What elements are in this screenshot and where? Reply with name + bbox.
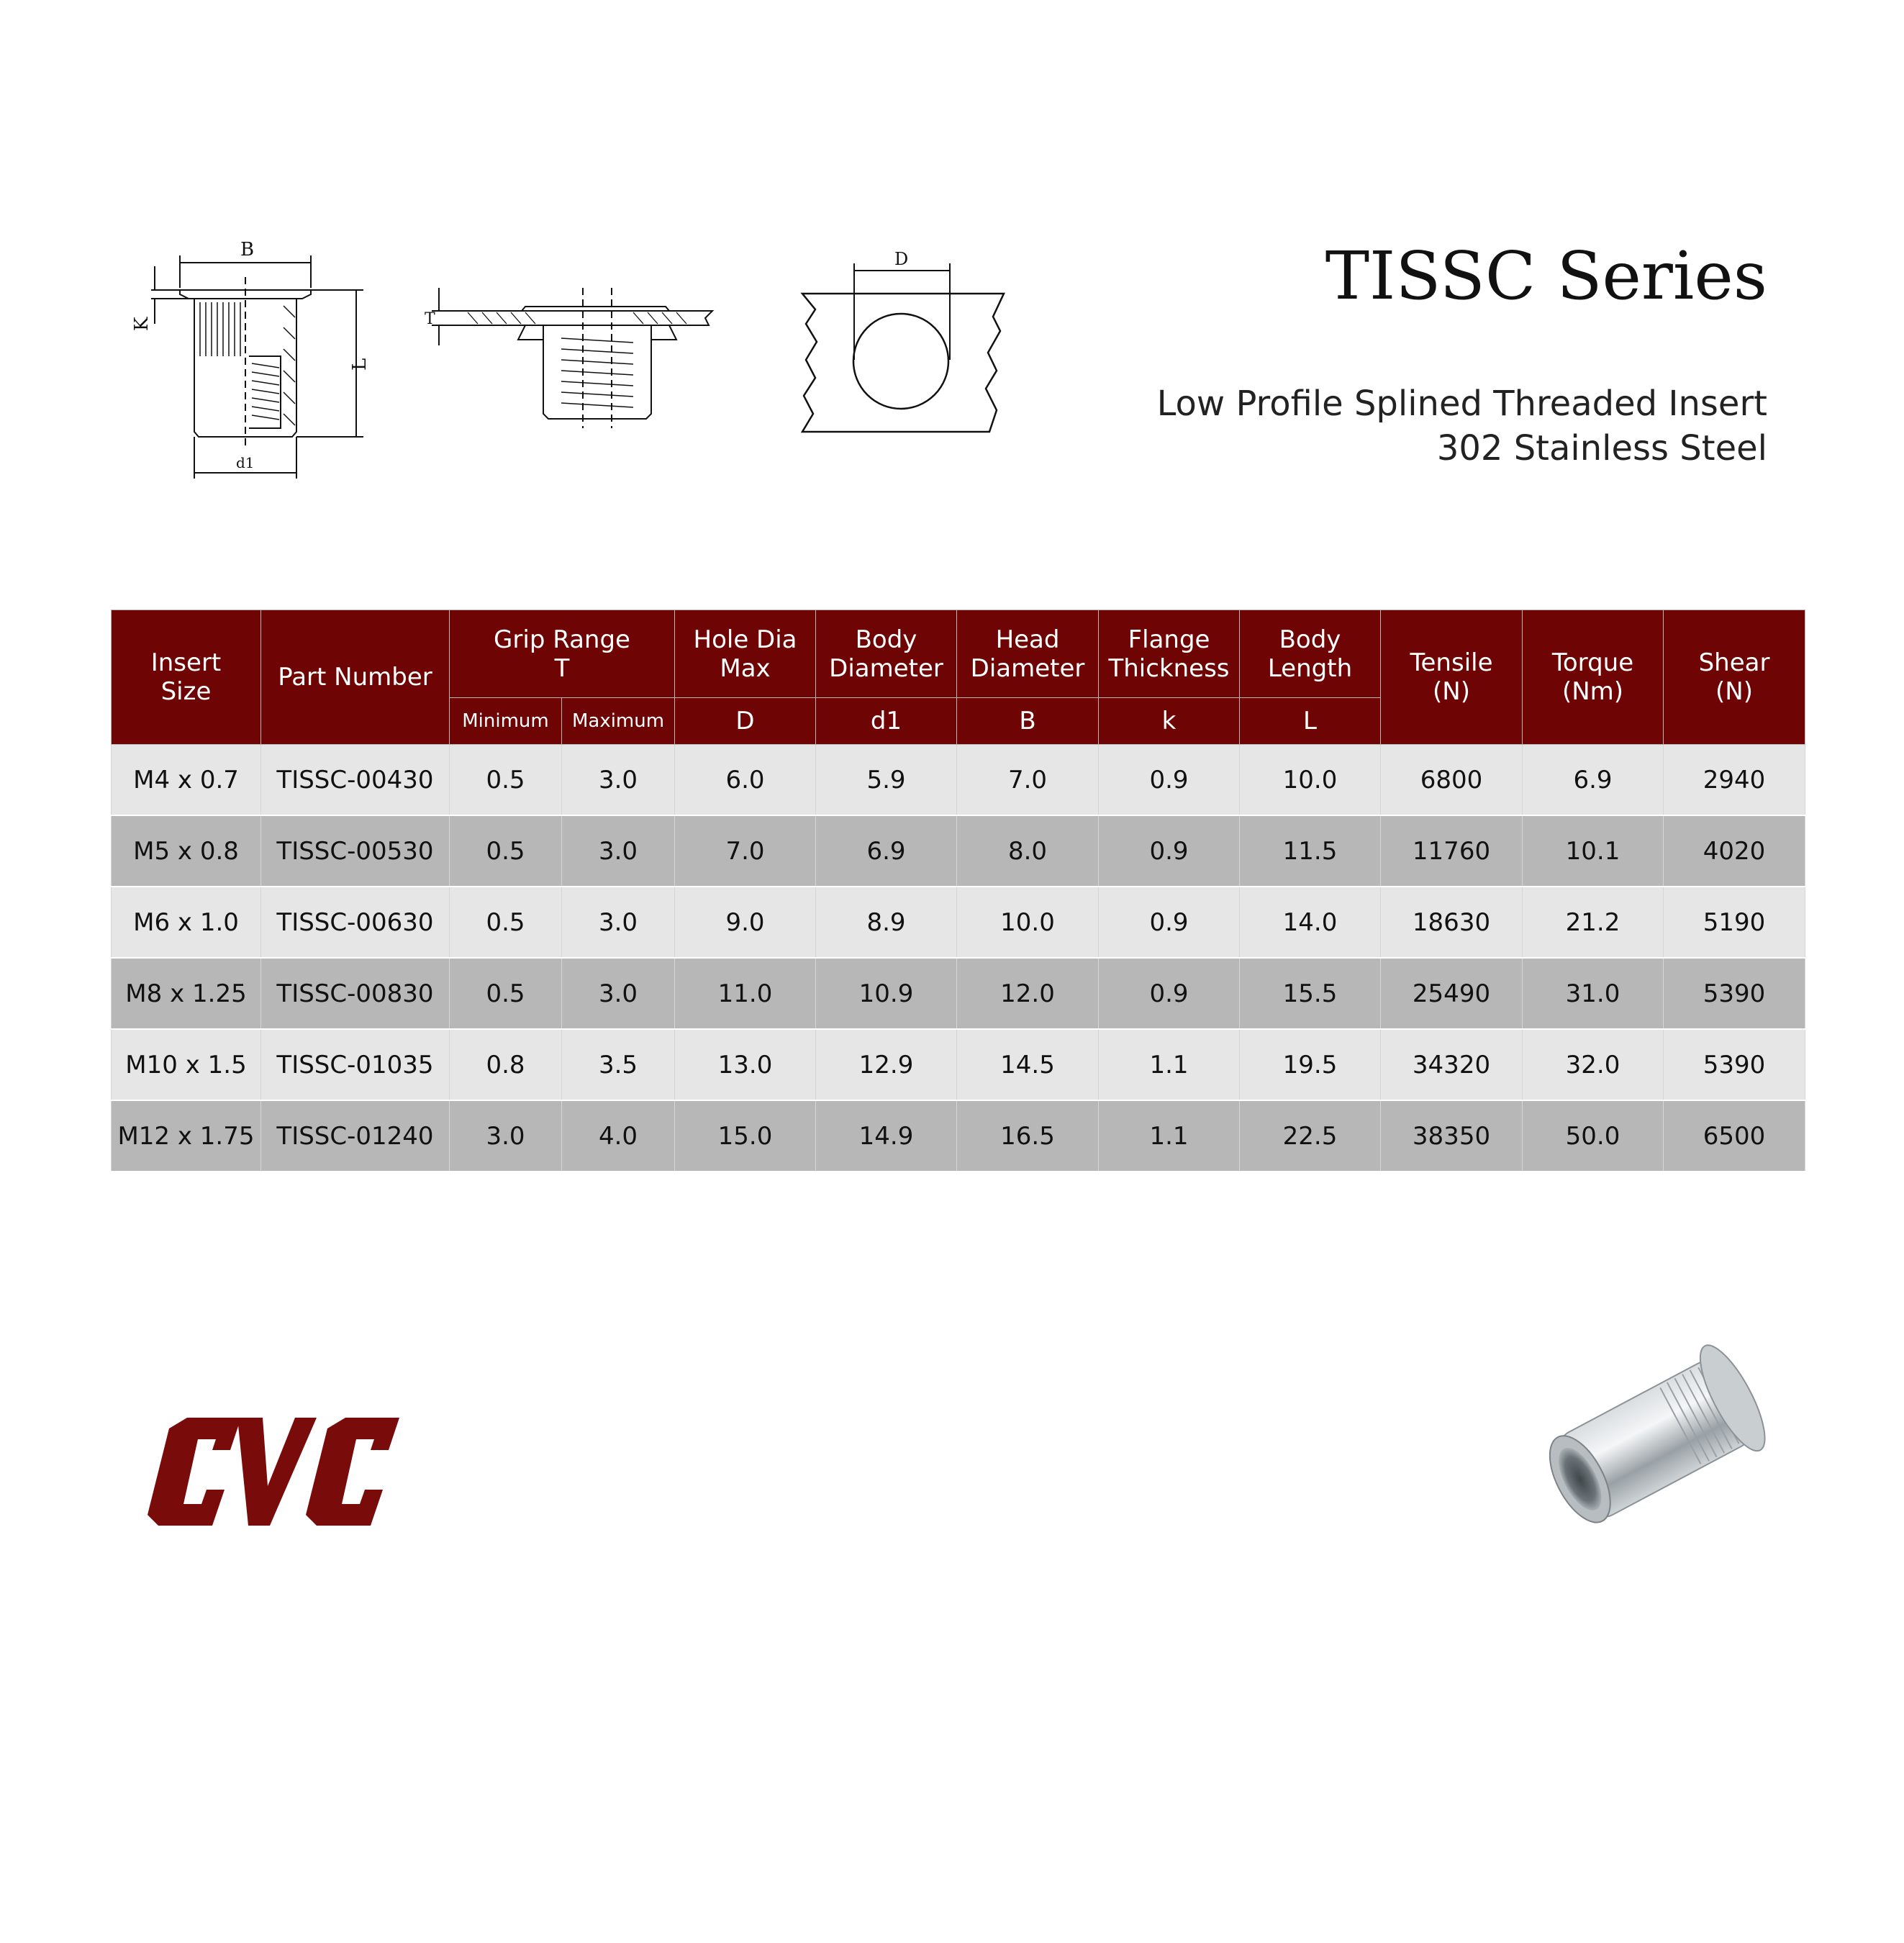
cell-insert-size: M8 x 1.25 — [112, 958, 261, 1029]
cell-head-diameter: 12.0 — [957, 958, 1099, 1029]
cell-hole-dia: 9.0 — [675, 887, 816, 958]
cell-shear: 5190 — [1664, 887, 1805, 958]
cell-body-length: 22.5 — [1240, 1100, 1381, 1172]
cell-grip-max: 3.0 — [562, 958, 675, 1029]
spec-table — [111, 610, 1805, 1172]
cell-body-diameter: 5.9 — [816, 745, 957, 816]
cell-insert-size: M10 x 1.5 — [112, 1029, 261, 1100]
cell-torque: 32.0 — [1523, 1029, 1664, 1100]
cell-tensile: 11760 — [1381, 815, 1523, 887]
table-row — [112, 745, 1805, 816]
installed-insert-drawing — [417, 273, 720, 432]
cell-grip-max: 3.0 — [562, 815, 675, 887]
cell-body-diameter: 14.9 — [816, 1100, 957, 1172]
cell-torque: 31.0 — [1523, 958, 1664, 1029]
cell-head-diameter: 7.0 — [957, 745, 1099, 816]
product-photo — [1518, 1324, 1792, 1554]
mounting-hole-drawing — [788, 245, 1018, 439]
table-row — [112, 1029, 1805, 1100]
cell-part-number: TISSC-00530 — [261, 815, 450, 887]
insert-section-drawing — [122, 234, 396, 486]
cell-head-diameter: 8.0 — [957, 815, 1099, 887]
table-row — [112, 887, 1805, 958]
cell-hole-dia: 6.0 — [675, 745, 816, 816]
cell-shear: 2940 — [1664, 745, 1805, 816]
header-symbol-k: k — [1099, 698, 1240, 745]
cell-grip-max: 3.0 — [562, 887, 675, 958]
cell-part-number: TISSC-00630 — [261, 887, 450, 958]
header-symbol-b: B — [957, 698, 1099, 745]
cell-flange-thickness: 0.9 — [1099, 815, 1240, 887]
cell-part-number: TISSC-01240 — [261, 1100, 450, 1172]
page-title: TISSC Series — [1325, 237, 1767, 314]
cell-tensile: 38350 — [1381, 1100, 1523, 1172]
header-symbol-d: D — [675, 698, 816, 745]
header-body-length: Body Length — [1240, 610, 1381, 698]
cell-part-number: TISSC-01035 — [261, 1029, 450, 1100]
cell-flange-thickness: 1.1 — [1099, 1100, 1240, 1172]
dim-label-l: L — [349, 358, 371, 371]
table-row — [112, 958, 1805, 1029]
cell-torque: 50.0 — [1523, 1100, 1664, 1172]
cell-body-diameter: 10.9 — [816, 958, 957, 1029]
cell-grip-max: 4.0 — [562, 1100, 675, 1172]
cell-insert-size: M4 x 0.7 — [112, 745, 261, 816]
header-part-number: Part Number — [261, 610, 450, 745]
cell-head-diameter: 16.5 — [957, 1100, 1099, 1172]
header-symbol-d1: d1 — [816, 698, 957, 745]
cell-body-diameter: 12.9 — [816, 1029, 957, 1100]
cell-flange-thickness: 1.1 — [1099, 1029, 1240, 1100]
table-row — [112, 1100, 1805, 1172]
table-row — [112, 815, 1805, 887]
cell-flange-thickness: 0.9 — [1099, 887, 1240, 958]
cell-grip-max: 3.5 — [562, 1029, 675, 1100]
cell-torque: 10.1 — [1523, 815, 1664, 887]
cell-tensile: 18630 — [1381, 887, 1523, 958]
cell-hole-dia: 15.0 — [675, 1100, 816, 1172]
cell-grip-min: 0.5 — [450, 745, 562, 816]
cell-flange-thickness: 0.9 — [1099, 958, 1240, 1029]
cell-torque: 21.2 — [1523, 887, 1664, 958]
cell-insert-size: M6 x 1.0 — [112, 887, 261, 958]
cell-tensile: 6800 — [1381, 745, 1523, 816]
header-insert-size: Insert Size — [112, 610, 261, 745]
cell-body-length: 11.5 — [1240, 815, 1381, 887]
cell-flange-thickness: 0.9 — [1099, 745, 1240, 816]
cell-insert-size: M5 x 0.8 — [112, 815, 261, 887]
cell-hole-dia: 11.0 — [675, 958, 816, 1029]
cell-head-diameter: 10.0 — [957, 887, 1099, 958]
cell-body-diameter: 6.9 — [816, 815, 957, 887]
dim-label-t: T — [425, 310, 435, 328]
dim-label-d: D — [894, 249, 909, 269]
header-grip-range: Grip Range T — [450, 610, 675, 698]
cell-shear: 6500 — [1664, 1100, 1805, 1172]
cvc-logo — [144, 1418, 417, 1533]
header-hole-dia: Hole Dia Max — [675, 610, 816, 698]
cell-grip-max: 3.0 — [562, 745, 675, 816]
cell-shear: 5390 — [1664, 1029, 1805, 1100]
subtitle-line-1: Low Profile Splined Threaded Insert — [1156, 384, 1767, 424]
cell-grip-min: 0.5 — [450, 958, 562, 1029]
dim-label-d1: d1 — [236, 454, 255, 471]
dim-label-k: K — [131, 317, 153, 331]
cell-tensile: 34320 — [1381, 1029, 1523, 1100]
cell-hole-dia: 13.0 — [675, 1029, 816, 1100]
header-head-diameter: Head Diameter — [957, 610, 1099, 698]
cell-part-number: TISSC-00430 — [261, 745, 450, 816]
header-torque: Torque (Nm) — [1523, 610, 1664, 745]
spec-table-body — [112, 745, 1805, 1172]
cell-insert-size: M12 x 1.75 — [112, 1100, 261, 1172]
subtitle — [1157, 381, 1767, 471]
cell-body-diameter: 8.9 — [816, 887, 957, 958]
header-grip-min: Minimum — [450, 698, 562, 745]
cell-hole-dia: 7.0 — [675, 815, 816, 887]
cell-torque: 6.9 — [1523, 745, 1664, 816]
cell-shear: 5390 — [1664, 958, 1805, 1029]
header-body-diameter: Body Diameter — [816, 610, 957, 698]
cell-grip-min: 0.8 — [450, 1029, 562, 1100]
cell-body-length: 19.5 — [1240, 1029, 1381, 1100]
header-tensile: Tensile (N) — [1381, 610, 1523, 745]
dim-label-b: B — [240, 239, 255, 261]
cell-tensile: 25490 — [1381, 958, 1523, 1029]
cell-grip-min: 3.0 — [450, 1100, 562, 1172]
cell-body-length: 15.5 — [1240, 958, 1381, 1029]
cell-shear: 4020 — [1664, 815, 1805, 887]
header-grip-max: Maximum — [562, 698, 675, 745]
header-shear: Shear (N) — [1664, 610, 1805, 745]
cell-head-diameter: 14.5 — [957, 1029, 1099, 1100]
cell-body-length: 14.0 — [1240, 887, 1381, 958]
cell-body-length: 10.0 — [1240, 745, 1381, 816]
cell-grip-min: 0.5 — [450, 887, 562, 958]
subtitle-line-2: 302 Stainless Steel — [1436, 428, 1767, 468]
cell-grip-min: 0.5 — [450, 815, 562, 887]
cell-part-number: TISSC-00830 — [261, 958, 450, 1029]
header-symbol-l: L — [1240, 698, 1381, 745]
header-flange-thickness: Flange Thickness — [1099, 610, 1240, 698]
